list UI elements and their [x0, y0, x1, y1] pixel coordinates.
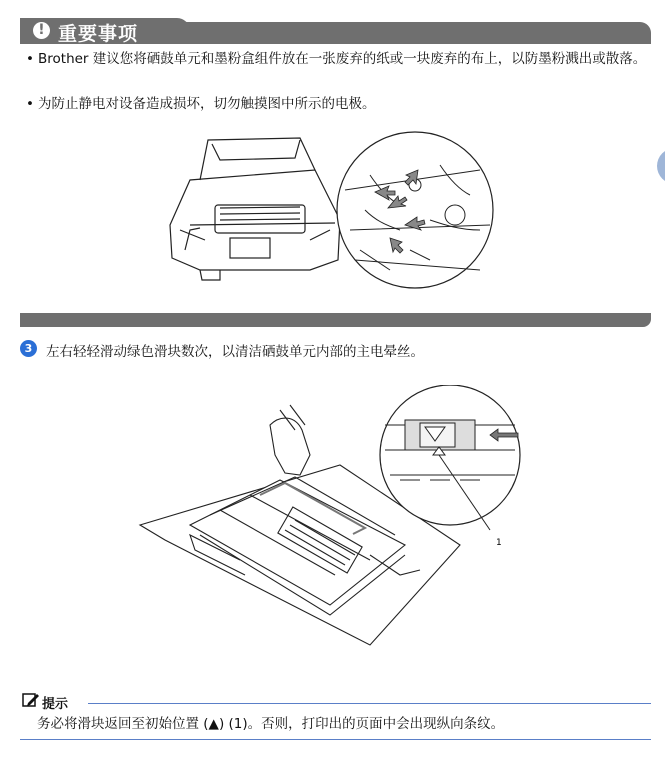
- note-top-line: [88, 703, 651, 704]
- step-instruction: 左右轻轻滑动绿色滑块数次，以清洁硒鼓单元内部的主电晕丝。: [46, 344, 424, 360]
- side-page-tab: [657, 148, 665, 184]
- note-text: 务必将滑块返回至初始位置 (▲) (1)。否则，打印出的页面中会出现纵向条纹。: [37, 716, 505, 732]
- important-bullet: [28, 95, 648, 114]
- important-bullet-text: 为防止静电对设备造成损坏，切勿触摸图中所示的电极。: [38, 96, 376, 112]
- callout-label: 1: [496, 538, 502, 548]
- important-end-bar: [20, 313, 651, 327]
- bullet-dot: •: [26, 51, 34, 67]
- important-title: 重要事项: [58, 23, 139, 45]
- note-bottom-line: [20, 739, 651, 740]
- important-bullet: [28, 50, 648, 69]
- note-title: 提示: [42, 697, 69, 712]
- step-number-badge: 3: [20, 340, 37, 357]
- pencil-note-icon: [22, 692, 40, 708]
- drum-unit-slider-illustration: [130, 385, 530, 670]
- exclamation-icon: !: [33, 22, 50, 39]
- machine-electrode-illustration: [160, 130, 500, 305]
- bullet-dot: •: [26, 96, 34, 112]
- important-bullet-text: Brother 建议您将硒鼓单元和墨粉盒组件放在一张废弃的纸或一块废弃的布上，以防墨粉溅出或散落。: [38, 51, 647, 67]
